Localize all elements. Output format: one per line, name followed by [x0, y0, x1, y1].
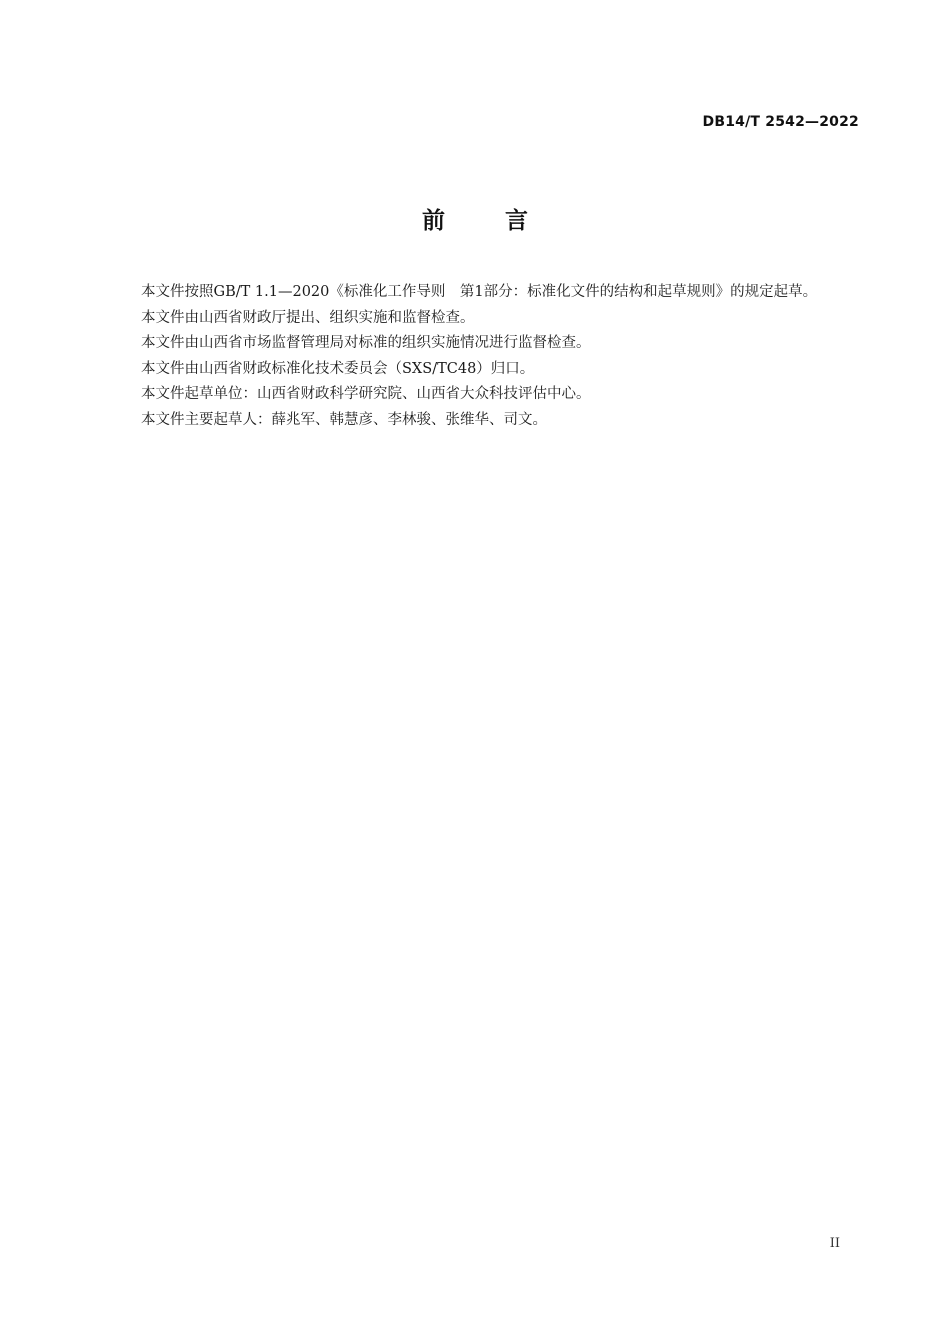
paragraph-supervision: 本文件由山西省市场监督管理局对标准的组织实施情况进行监督检查。: [141, 335, 591, 351]
paragraph-proposer: 本文件由山西省财政厅提出、组织实施和监督检查。: [141, 309, 475, 326]
section-title-char-1: 前: [422, 208, 445, 234]
section-title: [0, 202, 950, 235]
page-number: II: [829, 1236, 840, 1251]
section-title-char-2: 言: [505, 208, 528, 234]
foreword-body: [112, 280, 860, 433]
paragraph-drafting-rules: 本文件按照GB/T 1.1—2020《标准化工作导则 第1部分：标准化文件的结构和起草规则》的规定起草。: [141, 284, 818, 300]
paragraph-technical-committee: 本文件由山西省财政标准化技术委员会（SXS/TC48）归口。: [141, 360, 535, 377]
paragraph-main-drafters: 本文件主要起草人：薛兆军、韩慧彦、李林骏、张维华、司文。: [141, 411, 547, 428]
paragraph-drafting-units: 本文件起草单位：山西省财政科学研究院、山西省大众科技评估中心。: [141, 386, 591, 402]
document-number: DB14/T 2542—2022: [702, 114, 859, 130]
